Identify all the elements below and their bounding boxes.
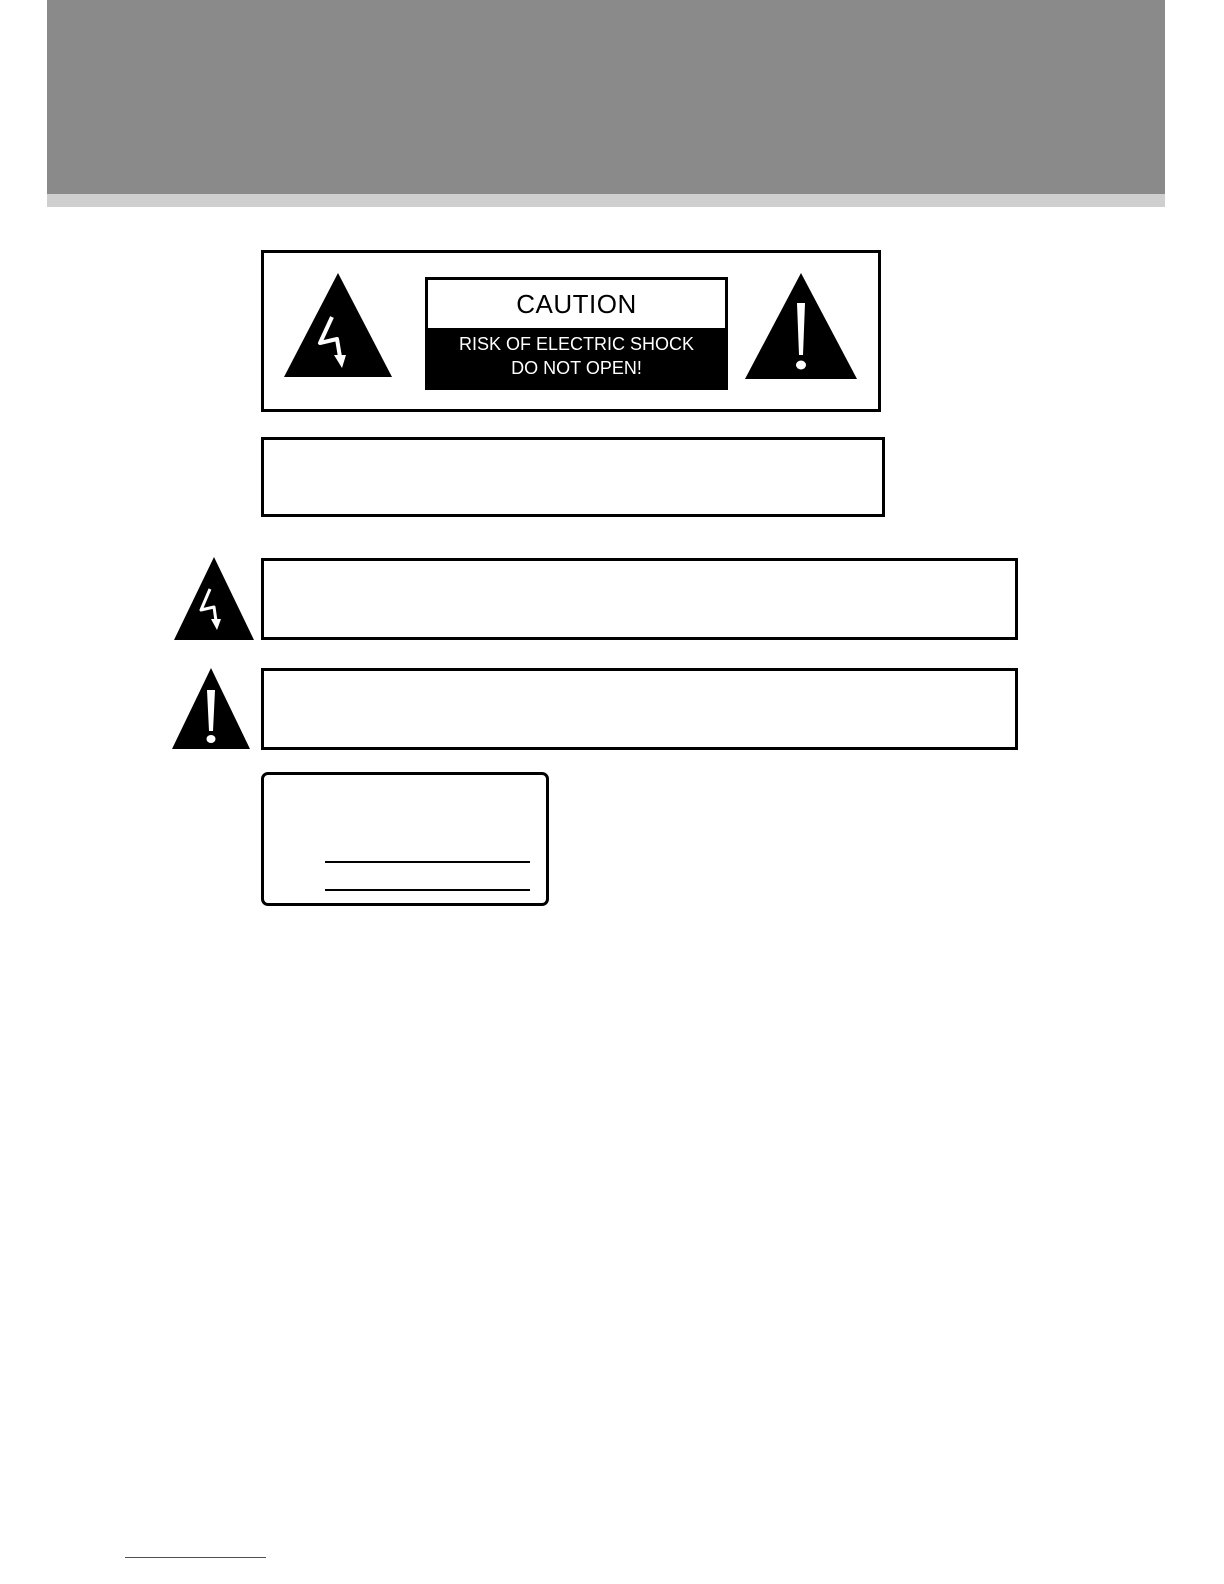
footer-rule: [125, 1557, 266, 1558]
header-band: [47, 0, 1165, 194]
caution-line-1: RISK OF ELECTRIC SHOCK: [458, 334, 695, 354]
caution-line-2: DO NOT OPEN!: [511, 358, 642, 378]
header-rule: [47, 194, 1165, 207]
record-box: [261, 772, 549, 906]
caution-label: [425, 277, 728, 390]
caution-subtitle: [428, 332, 725, 380]
exclamation-warning-icon: [745, 273, 857, 379]
electric-shock-warning-box: [261, 558, 1018, 640]
caution-title: CAUTION: [428, 280, 725, 328]
record-line: [325, 889, 530, 891]
caution-warning-box: [261, 668, 1018, 750]
exclamation-warning-icon: [172, 668, 250, 749]
lightning-warning-icon: [174, 557, 254, 640]
note-box: [261, 437, 885, 517]
record-line: [325, 861, 530, 863]
lightning-warning-icon: [284, 273, 392, 377]
